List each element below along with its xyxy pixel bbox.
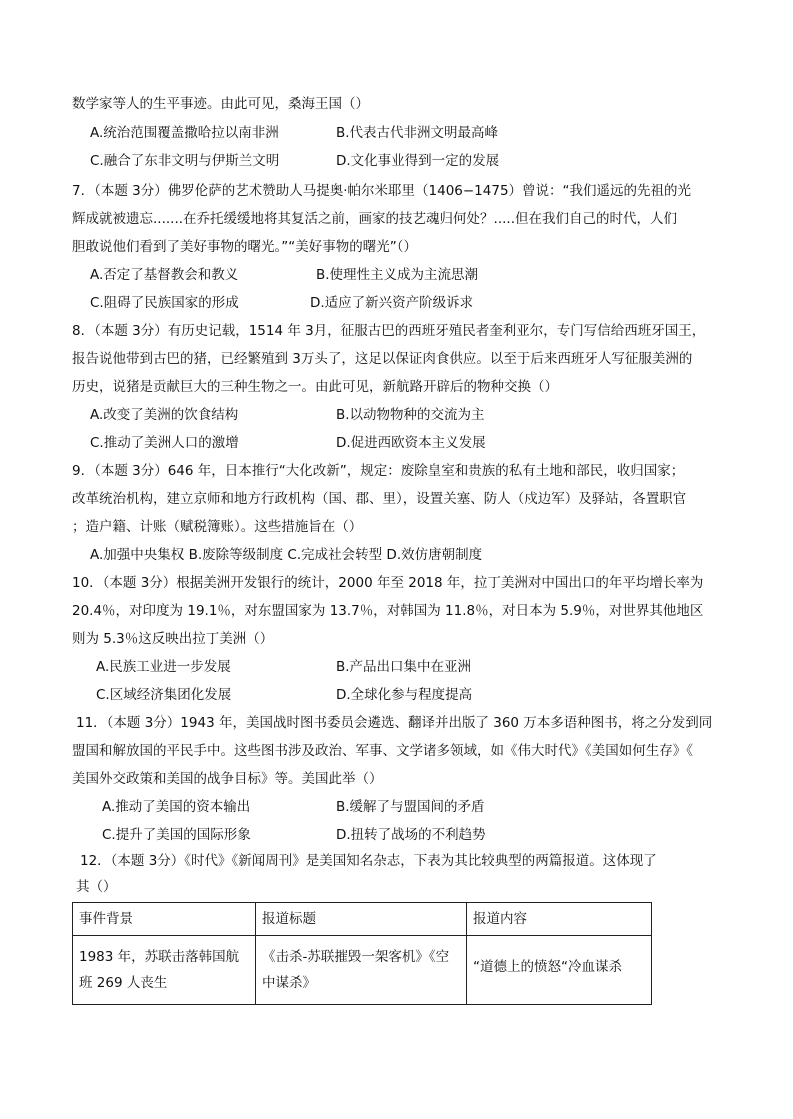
text-line: A.改变了美洲的饮食结构 [90,407,239,423]
text-line: C.融合了东非文明与伊斯兰文明 [90,153,280,169]
text-line: 9．（本题 3分）646 年，日本推行“大化改新”，规定：废除皇室和贵族的私有土地和部民，收归国家； [72,463,685,479]
table-header-cell: 报道标题 [256,903,467,936]
text-line: A.否定了基督教会和教义 [90,267,239,283]
text-line: 11．（本题 3分）1943 年，美国战时图书委员会遴选、翻译并出版了 360 万本多语种图书，将之分发到同 [76,715,713,731]
text-line: 12．（本题 3分）《时代》《新闻周刊》是美国知名杂志，下表为其比较典型的两篇报道。这体现了 [80,853,657,869]
text-line: 盟国和解放国的平民手中。这些图书涉及政治、军事、文学诸多领域，如《伟大时代》《美国如何生存》《 [72,743,693,759]
text-line: 改革统治机构，建立京师和地方行政机构（国、郡、里），设置关塞、防人（戍边军）及驿站，各置职官 [72,491,687,507]
text-line: 10．（本题 3分）根据美洲开发银行的统计，2000 年至 2018 年，拉丁美洲对中国出口的年平均增长率为 [72,575,704,591]
text-line: B.使理性主义成为主流思潮 [316,267,479,283]
table-header-cell: 事件背景 [73,903,256,936]
text-line: 辉成就被遗忘.......在乔托缓缓地将其复活之前，画家的技艺魂归何处？.....但在我们自己的时代，人们 [72,211,677,227]
text-line: B.代表古代非洲文明最高峰 [336,125,499,141]
text-line: 数学家等人的生平事迹。由此可见，桑海王国（） [72,96,369,112]
table-header-cell: 报道内容 [467,903,652,936]
text-line: 则为 5.3％这反映出拉丁美洲（） [72,631,274,647]
text-line: 胆敢说他们看到了美好事物的曙光。”“美好事物的曙光”（） [72,239,417,255]
text-line: D.适应了新兴资产阶级诉求 [310,295,474,311]
text-line: 7．（本题 3分）佛罗伦萨的艺术赞助人马提奥·帕尔米耶里（1406−1475）曾说：“我们遥远的先祖的光 [72,183,692,199]
text-line: A.加强中央集权 B.废除等级制度 C.完成社会转型 D.效仿唐朝制度 [90,547,483,563]
table-row [73,936,652,1005]
text-line: 20.4％，对印度为 19.1％，对东盟国家为 13.7％，对韩国为 11.8％，对日本为 5.9％，对世界其他地区 [72,603,704,619]
text-line: C.推动了美洲人口的激增 [90,435,239,451]
text-line: C.区域经济集团化发展 [96,687,232,703]
text-line: D.文化事业得到一定的发展 [336,153,500,169]
text-line: A.统治范围覆盖撒哈拉以南非洲 [90,125,279,141]
text-line: 报告说他带到古巴的猪，已经繁殖到 3万头了，这足以保证肉食供应。以至于后来西班牙人写征服美洲的 [72,351,693,367]
text-line: A.推动了美国的资本输出 [102,799,251,815]
text-line: 其（） [76,879,117,895]
text-line: 8．（本题 3分）有历史记载，1514 年 3月，征服古巴的西班牙殖民者奎利亚尔，专门写信给西班牙国王， [72,323,706,339]
table-cell: 《击杀-苏联摧毁一架客机》《空中谋杀》 [256,936,467,1005]
table-cell: “道德上的愤怒“冷血谋杀 [467,936,652,1005]
text-line: D.促进西欧资本主义发展 [336,435,486,451]
text-line: 美国外交政策和美国的战争目标》等。美国此举（） [72,771,383,787]
text-line: C.阻碍了民族国家的形成 [90,295,239,311]
table-header-row [73,903,652,936]
text-line: C.提升了美国的国际形象 [102,827,251,843]
text-line: D.全球化参与程度提高 [336,687,473,703]
report-table [72,902,652,1005]
text-line: 历史，说猪是贡献巨大的三种生物之一。由此可见，新航路开辟后的物种交换（） [72,379,558,395]
text-line: D.扭转了战场的不利趋势 [336,827,486,843]
text-line: B.缓解了与盟国间的矛盾 [336,799,485,815]
text-line: ；造户籍、计账（赋税簿账）。这些措施旨在（） [72,519,363,535]
table-cell: 1983 年，苏联击落韩国航班 269 人丧生 [73,936,256,1005]
text-line: B.产品出口集中在亚洲 [336,659,472,675]
text-line: A.民族工业进一步发展 [96,659,231,675]
text-line: B.以动物物种的交流为主 [336,407,485,423]
